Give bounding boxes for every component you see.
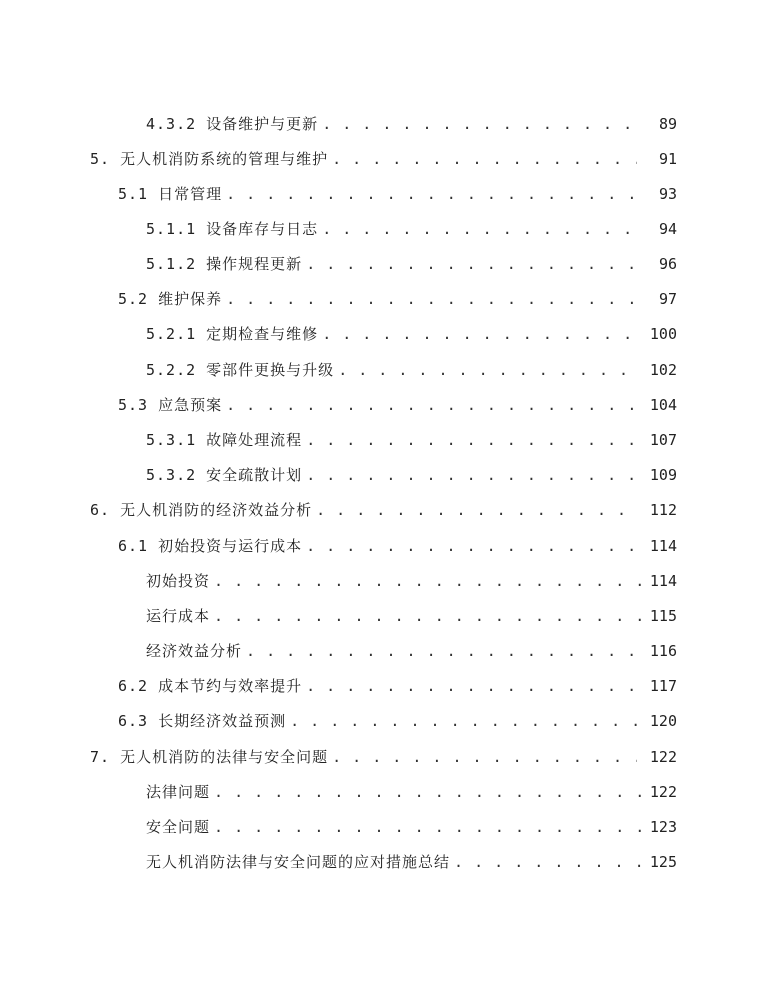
toc-entry[interactable]	[118, 709, 677, 733]
toc-leader	[316, 498, 637, 522]
toc-label: 5. 无人机消防系统的管理与维护	[90, 150, 329, 168]
toc-leader	[214, 604, 642, 628]
toc-label: 6.2 成本节约与效率提升	[118, 677, 303, 695]
toc-entry[interactable]	[146, 322, 677, 346]
toc-leader	[322, 322, 642, 346]
toc-label: 5.1 日常管理	[118, 185, 223, 203]
toc-page-number: 123	[649, 818, 677, 836]
toc-entry[interactable]	[90, 745, 677, 769]
toc-entry[interactable]	[146, 358, 677, 382]
toc-label: 无人机消防法律与安全问题的应对措施总结	[146, 853, 451, 871]
toc-label: 5.1.1 设备库存与日志	[146, 220, 319, 238]
toc-entry[interactable]	[146, 463, 677, 487]
toc-label: 5.3 应急预案	[118, 396, 223, 414]
toc-leader	[306, 534, 642, 558]
toc-label: 6.1 初始投资与运行成本	[118, 537, 303, 555]
toc-leader	[306, 252, 642, 276]
toc-label: 运行成本	[146, 607, 211, 625]
toc-leader	[332, 745, 637, 769]
toc-leader	[214, 780, 642, 804]
toc-page-number: 116	[649, 642, 677, 660]
toc-leader	[338, 358, 642, 382]
toc-label: 5.1.2 操作规程更新	[146, 255, 303, 273]
toc-page-number: 94	[658, 220, 677, 238]
toc-entry[interactable]	[118, 674, 677, 698]
toc-entry[interactable]	[146, 850, 677, 874]
toc-leader	[306, 463, 642, 487]
toc-page-number: 93	[658, 185, 677, 203]
toc-leader	[226, 182, 642, 206]
toc-page-number: 97	[658, 290, 677, 308]
toc-label: 5.2.2 零部件更换与升级	[146, 361, 335, 379]
toc-page-number: 122	[649, 748, 677, 766]
toc-leader	[290, 709, 642, 733]
toc-label: 5.2.1 定期检查与维修	[146, 325, 319, 343]
toc-page-number: 114	[649, 537, 677, 555]
toc-label: 初始投资	[146, 572, 211, 590]
toc-leader	[322, 217, 642, 241]
toc-label: 经济效益分析	[146, 642, 243, 660]
toc-entry[interactable]	[146, 252, 677, 276]
toc-label: 5.3.2 安全疏散计划	[146, 466, 303, 484]
toc-entry[interactable]	[146, 217, 677, 241]
toc-page-number: 112	[649, 501, 677, 519]
toc-entry[interactable]	[90, 147, 677, 171]
toc-page-number: 104	[649, 396, 677, 414]
toc-entry[interactable]	[118, 393, 677, 417]
toc-entry[interactable]	[146, 112, 677, 136]
toc-leader	[226, 393, 642, 417]
toc-page-number: 96	[658, 255, 677, 273]
toc-label: 6.3 长期经济效益预测	[118, 712, 287, 730]
toc-entry[interactable]	[118, 287, 677, 311]
toc-label: 5.3.1 故障处理流程	[146, 431, 303, 449]
toc-label: 法律问题	[146, 783, 211, 801]
toc-entry[interactable]	[146, 604, 677, 628]
toc-page-number: 102	[649, 361, 677, 379]
toc-leader	[246, 639, 642, 663]
toc-page-number: 114	[649, 572, 677, 590]
toc-leader	[306, 674, 642, 698]
toc-leader	[322, 112, 642, 136]
toc-page-number: 109	[649, 466, 677, 484]
toc-page-number: 120	[649, 712, 677, 730]
toc-page-number: 89	[658, 115, 677, 133]
toc-page-number: 115	[649, 607, 677, 625]
toc-page-number: 100	[649, 325, 677, 343]
toc-label: 7. 无人机消防的法律与安全问题	[90, 748, 329, 766]
toc-entry[interactable]	[118, 182, 677, 206]
toc-page-number: 107	[649, 431, 677, 449]
toc-entry[interactable]	[146, 815, 677, 839]
toc-leader	[226, 287, 642, 311]
toc-page-number: 91	[658, 150, 677, 168]
toc-entry[interactable]	[146, 639, 677, 663]
toc-leader	[306, 428, 642, 452]
toc-entry[interactable]	[146, 569, 677, 593]
toc-entry[interactable]	[90, 498, 677, 522]
toc-entry[interactable]	[146, 428, 677, 452]
toc-entry[interactable]	[146, 780, 677, 804]
toc-leader	[214, 815, 642, 839]
toc-page-number: 125	[649, 853, 677, 871]
toc-label: 安全问题	[146, 818, 211, 836]
toc-label: 4.3.2 设备维护与更新	[146, 115, 319, 133]
toc-entry[interactable]	[118, 534, 677, 558]
toc-label: 5.2 维护保养	[118, 290, 223, 308]
toc-leader	[454, 850, 642, 874]
toc-label: 6. 无人机消防的经济效益分析	[90, 501, 313, 519]
toc-leader	[332, 147, 637, 171]
toc-leader	[214, 569, 642, 593]
toc-page-number: 122	[649, 783, 677, 801]
toc-page-number: 117	[649, 677, 677, 695]
